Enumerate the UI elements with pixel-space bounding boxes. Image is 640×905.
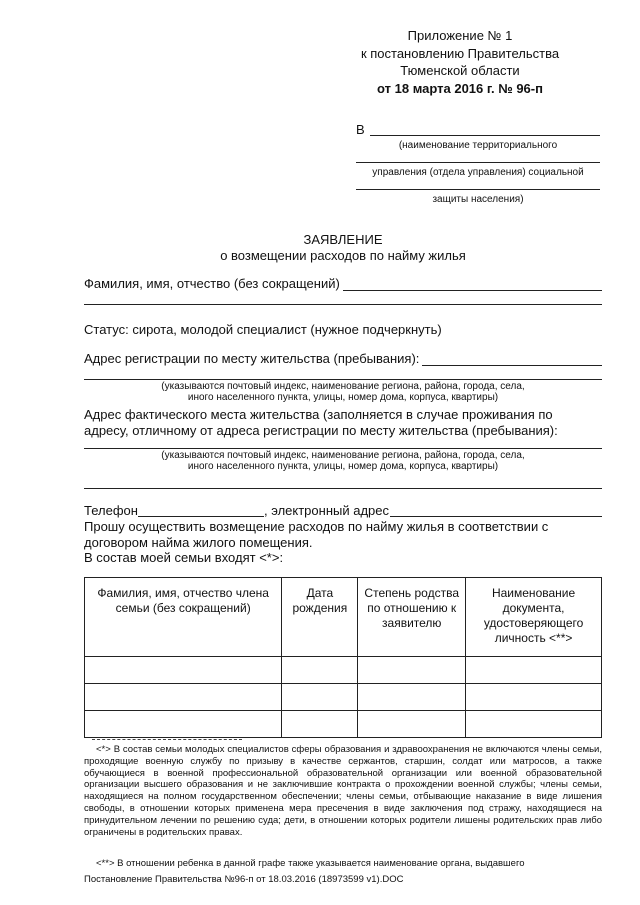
table-row	[85, 711, 602, 738]
request-text-2: договором найма жилого помещения.	[84, 535, 313, 550]
phone-label: Телефон	[84, 503, 138, 518]
fact-address-hint-1: (указываются почтовый индекс, наименование региона, района, города, села,	[161, 450, 525, 461]
table-cell[interactable]	[466, 711, 602, 738]
footnote-separator	[92, 739, 242, 740]
addressee-hint-2: управления (отдела управления) социальной	[372, 167, 584, 178]
table-cell[interactable]	[358, 657, 466, 684]
col-header-fio: Фамилия, имя, отчество члена семьи (без сокращений)	[85, 578, 282, 657]
table-row	[85, 684, 602, 711]
addressee-line-1[interactable]	[370, 135, 600, 136]
footnote-star1: <*> В состав семьи молодых специалистов сферы образования и здравоохранения не включаются члены семьи, проходящие военную службу по призыву в качестве сержантов, старшин, солдат или матросов, а также обучающиеся в военной профессиональной образовательной организации или военной образовательной организации высшего образования и не заключившие контракта о прохождении военной службы; члены семьи, находящиеся на полном государственном обеспечении; члены семьи, отбывающие наказание в виде лишения свободы, в отношении которых применена мера пресечения в виде заключения под стражу, находящиеся на принудительном лечении по решению суда; дети, в отношении которых родители лишены родительских прав либо ограничены в родительских правах.	[84, 744, 602, 838]
table-cell[interactable]	[282, 711, 358, 738]
table-cell[interactable]	[282, 657, 358, 684]
table-cell[interactable]	[85, 657, 282, 684]
col-header-birthdate: Дата рождения	[282, 578, 358, 657]
document-footer: Постановление Правительства №96-п от 18.03.2016 (18973599 v1).DOC	[84, 874, 404, 885]
addressee-hint-1: (наименование территориального	[398, 140, 558, 151]
addressee-line-2[interactable]	[356, 162, 600, 163]
reg-address-line-2[interactable]	[84, 379, 602, 380]
reg-address-line-1[interactable]	[422, 365, 602, 366]
reg-address-label: Адрес регистрации по месту жительства (пребывания):	[84, 351, 420, 366]
table-cell[interactable]	[85, 684, 282, 711]
header-date-number: от 18 марта 2016 г. № 96-п	[377, 81, 543, 96]
family-label: В состав моей семьи входят <*>:	[84, 550, 284, 565]
table-cell[interactable]	[466, 657, 602, 684]
document-title: ЗАЯВЛЕНИЕ	[303, 232, 383, 247]
fact-address-line-2[interactable]	[84, 488, 602, 489]
col-header-document: Наименование документа, удостоверяющего личность <**>	[466, 578, 602, 657]
fio-input-line[interactable]	[343, 290, 602, 291]
fio-input-line-2[interactable]	[84, 304, 602, 305]
phone-input-line[interactable]	[138, 516, 264, 517]
header-resolution: к постановлению Правительства	[360, 46, 560, 61]
table-cell[interactable]	[358, 684, 466, 711]
fio-label: Фамилия, имя, отчество (без сокращений)	[84, 276, 340, 291]
header-region: Тюменской области	[400, 63, 520, 78]
table-cell[interactable]	[282, 684, 358, 711]
reg-address-hint-2: иного населенного пункта, улицы, номер дома, корпуса, квартиры)	[187, 392, 499, 403]
appendix-number: Приложение № 1	[407, 28, 513, 43]
table-cell[interactable]	[466, 684, 602, 711]
fact-address-label-2: адресу, отличному от адреса регистрации по месту жительства (пребывания):	[84, 423, 558, 438]
addressee-line-3[interactable]	[356, 189, 600, 190]
table-cell[interactable]	[85, 711, 282, 738]
fact-address-hint-2: иного населенного пункта, улицы, номер дома, корпуса, квартиры)	[187, 461, 499, 472]
footnote-star2: <**> В отношении ребенка в данной графе также указывается наименование органа, выдавшего	[96, 858, 525, 869]
document-subtitle: о возмещении расходов по найму жилья	[220, 248, 466, 263]
reg-address-hint-1: (указываются почтовый индекс, наименование региона, района, города, села,	[161, 381, 525, 392]
request-text-1: Прошу осуществить возмещение расходов по найму жилья в соответствии с	[84, 519, 549, 534]
table-cell[interactable]	[358, 711, 466, 738]
fact-address-line-1[interactable]	[84, 448, 602, 449]
table-header-row	[85, 578, 602, 657]
table-row	[85, 657, 602, 684]
email-input-line[interactable]	[390, 516, 602, 517]
email-label: , электронный адрес	[264, 503, 389, 518]
addressee-prefix: В	[356, 122, 365, 137]
fact-address-label-1: Адрес фактического места жительства (заполняется в случае проживания по	[84, 407, 553, 422]
family-table	[84, 577, 602, 738]
status-label: Статус: сирота, молодой специалист (нужное подчеркнуть)	[84, 322, 442, 337]
col-header-relation: Степень родства по отношению к заявителю	[358, 578, 466, 657]
addressee-hint-3: защиты населения)	[432, 194, 524, 205]
